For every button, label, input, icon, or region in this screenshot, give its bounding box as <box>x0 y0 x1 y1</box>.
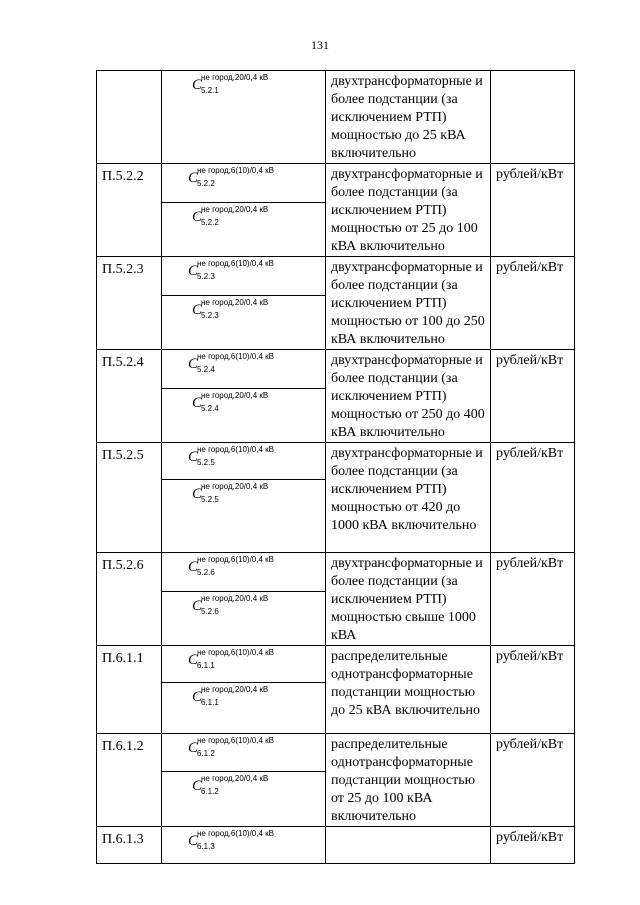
rate-symbol-20kv: C не город,20/0,4 кВ 5.2.6 <box>162 592 326 646</box>
item-description: двухтрансформаторные и более подстанции (за исключением РТП) мощностью от 420 до 1000 кВА включительно <box>326 443 491 553</box>
item-unit <box>491 71 575 164</box>
item-unit: рублей/кВт <box>491 443 575 553</box>
item-unit: рублей/кВт <box>491 646 575 734</box>
page-number: 131 <box>311 38 329 52</box>
rate-symbol-6-10kv: C не город,6(10)/0,4 кВ 5.2.2 <box>162 164 326 203</box>
rate-symbol-6-10kv: C не город,6(10)/0,4 кВ 5.2.5 <box>162 443 326 480</box>
item-number: П.6.1.3 <box>97 827 162 864</box>
rate-symbol-20kv: C не город,20/0,4 кВ 5.2.3 <box>162 296 326 350</box>
table-row <box>97 350 575 389</box>
table-row <box>97 164 575 203</box>
item-number: П.5.2.2 <box>97 164 162 257</box>
item-unit: рублей/кВт <box>491 164 575 257</box>
item-unit: рублей/кВт <box>491 827 575 864</box>
table-row <box>97 257 575 296</box>
item-number: П.6.1.2 <box>97 734 162 827</box>
item-number <box>97 71 162 164</box>
item-number: П.5.2.3 <box>97 257 162 350</box>
rate-symbol-20kv: C не город,20/0,4 кВ 6.1.2 <box>162 772 326 827</box>
table-row <box>97 443 575 480</box>
item-description: двухтрансформаторные и более подстанции (за исключением РТП) мощностью свыше 1000 кВА <box>326 553 491 646</box>
item-unit: рублей/кВт <box>491 734 575 827</box>
item-description: двухтрансформаторные и более подстанции (за исключением РТП) мощностью от 250 до 400 кВА включительно <box>326 350 491 443</box>
item-description: двухтрансформаторные и более подстанции (за исключением РТП) мощностью до 25 кВА включительно <box>326 71 491 164</box>
rate-symbol-6-10kv: C не город,6(10)/0,4 кВ 5.2.3 <box>162 257 326 296</box>
rate-symbol-6-10kv: C не город,6(10)/0,4 кВ 6.1.1 <box>162 646 326 683</box>
rate-symbol-6-10kv: C не город,6(10)/0,4 кВ 5.2.4 <box>162 350 326 389</box>
tariff-table <box>96 70 575 864</box>
item-number: П.5.2.6 <box>97 553 162 646</box>
item-description: двухтрансформаторные и более подстанции (за исключением РТП) мощностью от 100 до 250 кВА включительно <box>326 257 491 350</box>
item-number: П.5.2.4 <box>97 350 162 443</box>
table-row <box>97 646 575 683</box>
rate-symbol-20kv: C не город,20/0,4 кВ 5.2.5 <box>162 480 326 553</box>
table-row <box>97 553 575 592</box>
item-unit: рублей/кВт <box>491 553 575 646</box>
table-row <box>97 734 575 772</box>
table-row <box>97 827 575 864</box>
table-row <box>97 71 575 164</box>
rate-symbol-6-10kv: C не город,6(10)/0,4 кВ 5.2.6 <box>162 553 326 592</box>
item-description: распределительные однотрансформаторные подстанции мощностью до 25 кВА включительно <box>326 646 491 734</box>
rate-symbol-20kv: C не город,20/0,4 кВ 5.2.4 <box>162 389 326 443</box>
item-unit: рублей/кВт <box>491 257 575 350</box>
item-number: П.5.2.5 <box>97 443 162 553</box>
rate-symbol-20kv: C не город,20/0,4 кВ 5.2.1 <box>162 71 326 164</box>
rate-symbol-6-10kv: C не город,6(10)/0,4 кВ 6.1.3 <box>162 827 326 864</box>
item-description <box>326 827 491 864</box>
item-unit: рублей/кВт <box>491 350 575 443</box>
rate-symbol-20kv: C не город,20/0,4 кВ 5.2.2 <box>162 203 326 257</box>
rate-symbol-6-10kv: C не город,6(10)/0,4 кВ 6.1.2 <box>162 734 326 772</box>
item-description: двухтрансформаторные и более подстанции (за исключением РТП) мощностью от 25 до 100 кВА включительно <box>326 164 491 257</box>
item-description: распределительные однотрансформаторные подстанции мощностью от 25 до 100 кВА включительно <box>326 734 491 827</box>
rate-symbol-20kv: C не город,20/0,4 кВ 6.1.1 <box>162 683 326 734</box>
item-number: П.6.1.1 <box>97 646 162 734</box>
